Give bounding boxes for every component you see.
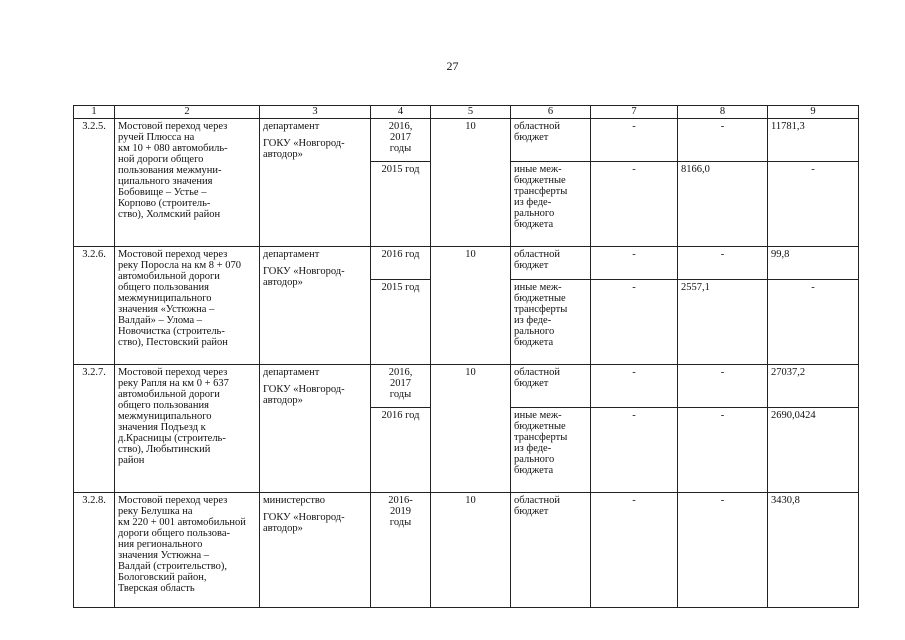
funding-source: областной бюджет	[511, 493, 591, 608]
value-col8: 8166,0	[678, 162, 768, 247]
column-header: 7	[591, 106, 678, 119]
indicator-cell: 10	[431, 365, 511, 493]
funding-source: областной бюджет	[511, 365, 591, 408]
executor-primary: департамент	[263, 367, 320, 378]
indicator-cell: 10	[431, 247, 511, 365]
object-name: Мостовой переход через реку Белушка на км 220 + 001 автомобильной дороги общего пользова- ния регионального значения Устюжна – Валдай (строительство), Бологовский район, Тверская область	[115, 493, 260, 608]
value-col7: -	[591, 493, 678, 608]
value-col8: -	[678, 493, 768, 608]
column-header: 9	[768, 106, 859, 119]
executor-cell	[260, 119, 371, 247]
indicator-cell: 10	[431, 493, 511, 608]
table-row	[74, 493, 859, 608]
table-row	[74, 365, 859, 408]
funding-source: иные меж- бюджетные трансферты из феде- рального бюджета	[511, 162, 591, 247]
column-header: 3	[260, 106, 371, 119]
period-cell: 2016- 2019 годы	[371, 493, 431, 608]
period-cell: 2016, 2017 годы	[371, 119, 431, 162]
table-row	[74, 247, 859, 280]
funding-source: областной бюджет	[511, 119, 591, 162]
value-col7: -	[591, 119, 678, 162]
header-row	[74, 106, 859, 119]
page-number: 27	[446, 59, 459, 73]
row-number: 3.2.5.	[74, 119, 115, 247]
value-col9: 3430,8	[768, 493, 859, 608]
funding-source: иные меж- бюджетные трансферты из феде- рального бюджета	[511, 408, 591, 493]
value-col7: -	[591, 280, 678, 365]
executor-primary: министерство	[263, 495, 326, 506]
value-col7: -	[591, 162, 678, 247]
value-col7: -	[591, 408, 678, 493]
executor-secondary: ГОКУ «Новгород- автодор»	[263, 384, 345, 406]
column-header: 2	[115, 106, 260, 119]
value-col7: -	[591, 247, 678, 280]
funding-source: иные меж- бюджетные трансферты из феде- рального бюджета	[511, 280, 591, 365]
executor-secondary: ГОКУ «Новгород- автодор»	[263, 266, 345, 288]
period-cell: 2016 год	[371, 247, 431, 280]
period-cell: 2016 год	[371, 408, 431, 493]
column-header: 1	[74, 106, 115, 119]
value-col8: -	[678, 247, 768, 280]
executor-cell	[260, 365, 371, 493]
row-number: 3.2.8.	[74, 493, 115, 608]
indicator-cell: 10	[431, 119, 511, 247]
value-col9: -	[768, 162, 859, 247]
object-name: Мостовой переход через реку Поросла на км 8 + 070 автомобильной дороги общего пользования межмуниципального значения «Устюжна – Валдай» – Улома – Новочистка (строитель- ство), Пестовский район	[115, 247, 260, 365]
value-col8: 2557,1	[678, 280, 768, 365]
value-col9: 11781,3	[768, 119, 859, 162]
column-header: 6	[511, 106, 591, 119]
object-name: Мостовой переход через реку Рапля на км 0 + 637 автомобильной дороги общего пользования межмуниципального значения Подъезд к д.Красницы (строитель- ство), Любытинский район	[115, 365, 260, 493]
value-col9: -	[768, 280, 859, 365]
row-number: 3.2.6.	[74, 247, 115, 365]
executor-secondary: ГОКУ «Новгород- автодор»	[263, 512, 345, 534]
object-name: Мостовой переход через ручей Плюсса на км 10 + 080 автомобиль- ной дороги общего пользования межмуни- ципального значения Бобовище – Устье – Корпово (строитель- ство), Холмский район	[115, 119, 260, 247]
executor-primary: департамент	[263, 121, 320, 132]
period-cell: 2015 год	[371, 162, 431, 247]
executor-secondary: ГОКУ «Новгород- автодор»	[263, 138, 345, 160]
row-number: 3.2.7.	[74, 365, 115, 493]
value-col7: -	[591, 365, 678, 408]
funding-source: областной бюджет	[511, 247, 591, 280]
period-cell: 2016, 2017 годы	[371, 365, 431, 408]
executor-cell	[260, 247, 371, 365]
table-row	[74, 119, 859, 162]
value-col8: -	[678, 365, 768, 408]
program-table	[73, 105, 859, 608]
value-col9: 2690,0424	[768, 408, 859, 493]
executor-primary: департамент	[263, 249, 320, 260]
column-header: 4	[371, 106, 431, 119]
executor-cell	[260, 493, 371, 608]
period-cell: 2015 год	[371, 280, 431, 365]
column-header: 5	[431, 106, 511, 119]
value-col9: 99,8	[768, 247, 859, 280]
value-col8: -	[678, 408, 768, 493]
value-col9: 27037,2	[768, 365, 859, 408]
value-col8: -	[678, 119, 768, 162]
column-header: 8	[678, 106, 768, 119]
